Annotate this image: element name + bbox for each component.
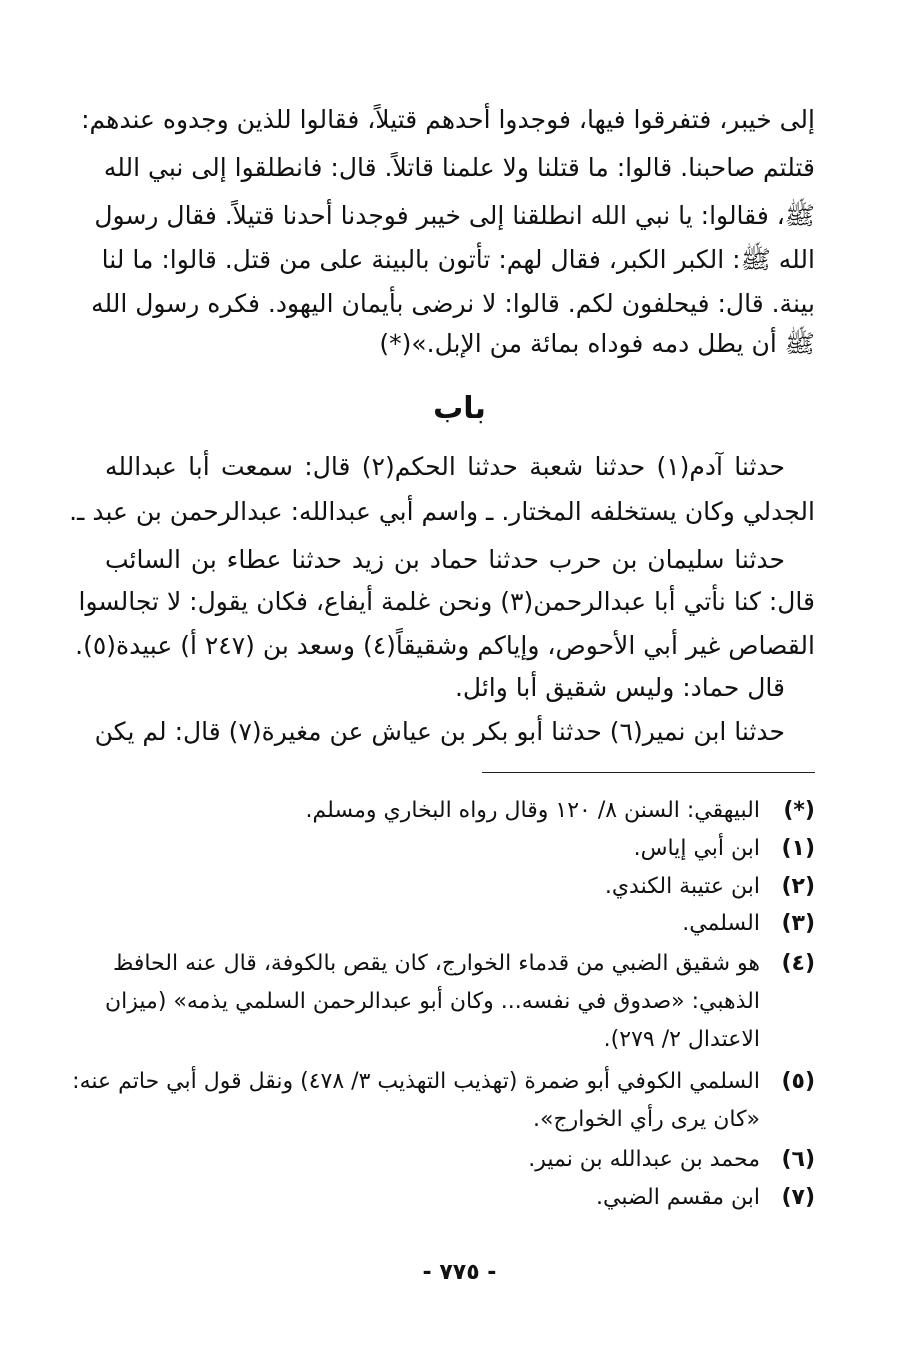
footnote-text: البيهقي: السنن ٨/ ١٢٠ وقال رواه البخاري ومسلم. bbox=[305, 798, 760, 823]
footnote-text: الاعتدال ٢/ ٢٧٩). bbox=[603, 1027, 760, 1052]
section-text-line: حدثنا آدم(١) حدثنا شعبة حدثنا الحكم(٢) قال: سمعت أبا عبدالله bbox=[105, 452, 785, 481]
main-text-line: إلى خيبر، فتفرقوا فيها، فوجدوا أحدهم قتيلاً، فقالوا للذين وجدوه عندهم: bbox=[81, 105, 815, 134]
footnote-5-continuation bbox=[105, 1102, 815, 1138]
footnote-text: ابن أبي إياس. bbox=[633, 836, 760, 861]
footnote-4-continuation bbox=[105, 984, 815, 1020]
footnote-text: الذهبي: «صدوق في نفسه... وكان أبو عبدالرحمن السلمي يذمه» (ميزان bbox=[105, 989, 760, 1014]
footnote-5 bbox=[72, 1064, 815, 1100]
footnote-text: ابن مقسم الضبي. bbox=[595, 1185, 760, 1210]
section-text-line: قال: كنا نأتي أبا عبدالرحمن(٣) ونحن غلمة أيفاع، فكان يقول: لا تجالسوا bbox=[78, 587, 815, 616]
footnote-text: «كان يرى رأي الخوارج». bbox=[533, 1107, 760, 1132]
footnote-text: محمد بن عبدالله بن نمير. bbox=[528, 1147, 760, 1172]
footnote-marker: (٧) bbox=[781, 1185, 815, 1210]
section-text-line: حدثنا سليمان بن حرب حدثنا حماد بن زيد حدثنا عطاء بن السائب bbox=[105, 545, 785, 574]
footnote-4 bbox=[105, 946, 815, 982]
footnote-marker: (*) bbox=[783, 798, 815, 823]
main-text-line: قتلتم صاحبنا. قالوا: ما قتلنا ولا علمنا قاتلاً. قال: فانطلقوا إلى نبي الله bbox=[103, 153, 815, 182]
footnote-marker: (١) bbox=[781, 836, 815, 861]
footnote-marker: (٤) bbox=[781, 951, 815, 976]
footnote-marker: (٣) bbox=[781, 911, 815, 936]
footnote-marker: (٥) bbox=[781, 1069, 815, 1094]
footnote-text: السلمي. bbox=[682, 911, 760, 936]
main-text-line: الله ﷺ: الكبر الكبر، فقال لهم: تأتون بالبينة على من قتل. قالوا: ما لنا bbox=[101, 245, 815, 274]
section-text-line: الجدلي وكان يستخلفه المختار. ـ واسم أبي عبدالله: عبدالرحمن بن عبد ـ. bbox=[69, 497, 815, 526]
section-text-line: قال حماد: وليس شقيق أبا وائل. bbox=[454, 673, 785, 702]
main-text-line: بينة. قال: فيحلفون لكم. قالوا: لا نرضى بأيمان اليهود. فكره رسول الله bbox=[91, 289, 815, 318]
footnote-7 bbox=[105, 1180, 815, 1216]
footnote-2 bbox=[105, 869, 815, 905]
footnote-text: ابن عتيبة الكندي. bbox=[604, 874, 760, 899]
footnote-text: السلمي الكوفي أبو ضمرة (تهذيب التهذيب ٣/ ٤٧٨) ونقل قول أبي حاتم عنه: bbox=[72, 1069, 760, 1094]
footnote-marker: (٦) bbox=[781, 1147, 815, 1172]
section-text-line: حدثنا ابن نمير(٦) حدثنا أبو بكر بن عياش عن مغيرة(٧) قال: لم يكن bbox=[94, 717, 785, 746]
page-number: - ٧٧٥ - bbox=[422, 1260, 497, 1285]
footnote-3 bbox=[105, 906, 815, 942]
footnote-text: هو شقيق الضبي من قدماء الخوارج، كان يقص بالكوفة، قال عنه الحافظ bbox=[112, 951, 760, 976]
main-text-line: ﷺ، فقالوا: يا نبي الله انطلقنا إلى خيبر فوجدنا أحدنا قتيلاً. فقال رسول bbox=[94, 201, 815, 230]
footnote-separator bbox=[482, 772, 815, 773]
section-text-line: القصاص غير أبي الأحوص، وإياكم وشقيقاً(٤) وسعد بن (٢٤٧ أ) عبيدة(٥). bbox=[75, 631, 815, 660]
footnote-marker: (٢) bbox=[781, 874, 815, 899]
footnote-1 bbox=[105, 831, 815, 867]
footnote-4-continuation bbox=[105, 1022, 815, 1058]
main-text-line: ﷺ أن يطل دمه فوداه بمائة من الإبل.»(*) bbox=[379, 329, 815, 358]
section-heading: باب bbox=[433, 391, 486, 426]
footnote-star bbox=[105, 793, 815, 829]
footnote-6 bbox=[105, 1142, 815, 1178]
